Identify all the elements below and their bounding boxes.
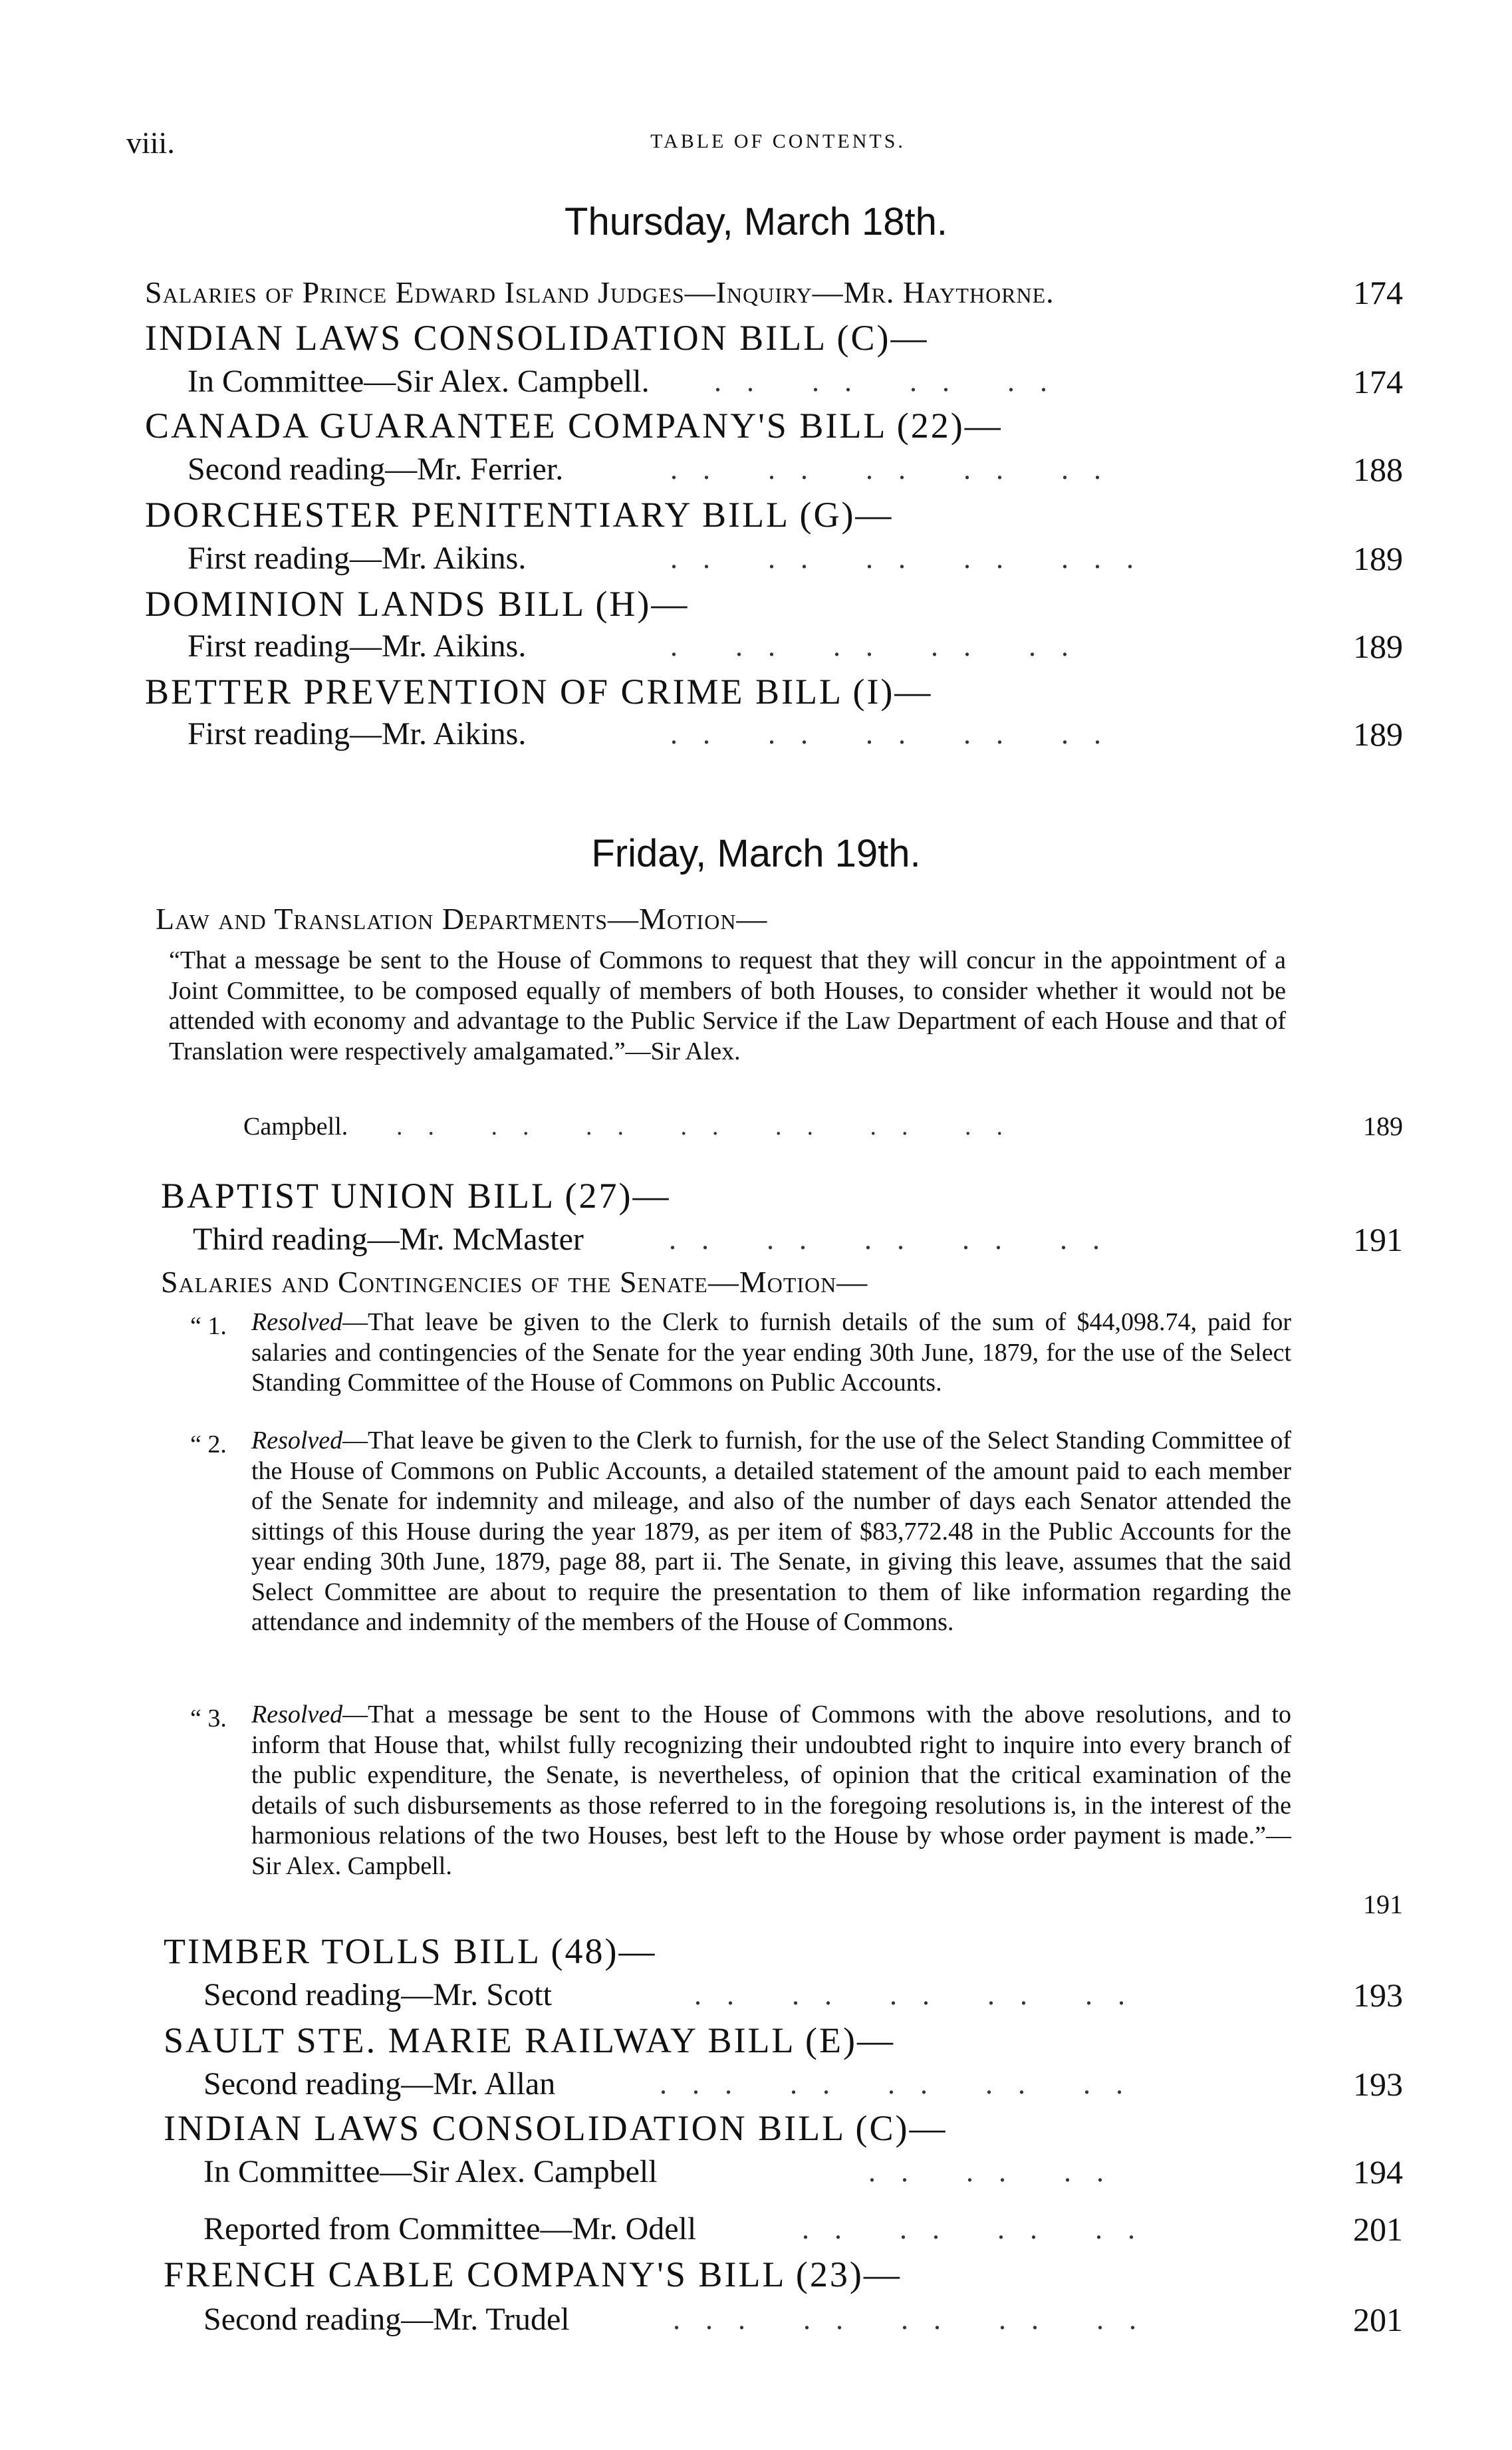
resolution-number: “ 2. xyxy=(190,1430,227,1458)
entry-sub-text: Second reading—Mr. Scott xyxy=(203,1977,552,2012)
entry-page: 194 xyxy=(1353,2153,1403,2191)
running-title: TABLE OF CONTENTS. xyxy=(650,130,906,152)
entry-sub-text: Third reading—Mr. McMaster xyxy=(193,1222,584,1257)
entry-sub-text: Second reading—Mr. Trudel xyxy=(203,2302,570,2337)
resolution-text xyxy=(251,1426,1291,1638)
entry-title: CANADA GUARANTEE COMPANY'S BILL (22)— xyxy=(145,406,1003,446)
entry-sub-text: First reading—Mr. Aikins. xyxy=(188,541,527,576)
running-header xyxy=(126,125,1430,165)
motion-title: Law and Translation Departments—Motion— xyxy=(156,902,768,936)
entry-title: BAPTIST UNION BILL (27)— xyxy=(161,1176,671,1216)
entry-sub xyxy=(203,1975,1334,2015)
resolution-body: —That a message be sent to the House of Commons with the above resolutions, and to inform that House that, whilst fully recognizing their undoubted right to inquire into every branch of the public expenditure, the Senate, is nevertheless, of opinion that the critical examination of the details of such disbursements as those referred to in the foregoing resolutions is, in the interest of the harmonious relations of the two Houses, best left to the House by whose order payment is made.”—Sir Alex. Campbell. xyxy=(251,1701,1291,1880)
leader-dots: ... .. .. .. .. xyxy=(660,2068,1148,2100)
entry-title: INDIAN LAWS CONSOLIDATION BILL (C)— xyxy=(164,2108,947,2148)
entry-sub xyxy=(203,2300,1334,2340)
entry-page: 188 xyxy=(1353,451,1403,488)
leader-dots: .. .. .. xyxy=(868,2155,1129,2188)
entry-sub-text: In Committee—Sir Alex. Campbell. xyxy=(188,364,650,399)
leader-dots: .. .. .. .. .. xyxy=(694,1978,1150,2011)
entry-title: DORCHESTER PENITENTIARY BILL (G)— xyxy=(145,495,894,535)
entry-page: 193 xyxy=(1353,1976,1403,2014)
entry-sub-text: Second reading—Mr. Ferrier. xyxy=(188,452,564,487)
entry-title: SAULT STE. MARIE RAILWAY BILL (E)— xyxy=(164,2020,895,2060)
motion-page: 191 xyxy=(1363,1889,1403,1919)
resolved-lead: Resolved xyxy=(251,1308,343,1336)
day-heading-friday: Friday, March 19th. xyxy=(591,832,921,875)
leader-dots: .. .. .. .. .. xyxy=(670,718,1126,750)
entry-title: DOMINION LANDS BILL (H)— xyxy=(145,584,690,624)
entry-sub xyxy=(203,2152,1334,2192)
entry-sub xyxy=(188,626,1318,666)
entry-title: Salaries of Prince Edward Island Judges—Inquiry—Mr. Haythorne. xyxy=(145,275,1055,309)
entry-sub xyxy=(188,450,1318,489)
leader-dots: .. .. .. .. xyxy=(802,2213,1160,2245)
entry-page: 193 xyxy=(1353,2066,1403,2103)
entry-sub-text: First reading—Mr. Aikins. xyxy=(188,716,527,751)
leader-dots: .. .. .. .. ... xyxy=(670,542,1159,575)
entry-sub xyxy=(188,714,1318,754)
page-number: viii. xyxy=(126,126,175,160)
leader-dots: .. .. .. .. xyxy=(714,365,1072,398)
leader-dots: . .. .. .. .. xyxy=(670,630,1094,662)
leader-dots: .. .. .. .. .. xyxy=(669,1223,1125,1256)
motion-quote-last-text: Campbell. xyxy=(243,1113,348,1141)
resolution-text xyxy=(251,1307,1291,1399)
entry-page: 174 xyxy=(1353,274,1403,311)
motion-quote xyxy=(169,946,1286,1067)
entry-sub-text: Reported from Committee—Mr. Odell xyxy=(203,2211,697,2246)
entry-page: 201 xyxy=(1353,2301,1403,2338)
motion-quote-last xyxy=(243,1107,1028,1147)
motion-quote-text: “That a message be sent to the House of Commons to request that they will concur in the appointment of a Joint Committee, to be composed equally of members of both Houses, to consider whether it would not be attended with economy and advantage to the Public Service if the Law Department of each House and that of Translation were respectively amalgamated.”—Sir Alex. xyxy=(169,946,1286,1065)
entry-sub xyxy=(193,1220,1323,1260)
entry-sub xyxy=(203,2064,1334,2104)
motion-title: Salaries and Contingencies of the Senate—Motion— xyxy=(161,1265,868,1299)
resolution-text xyxy=(251,1700,1291,1881)
resolved-lead: Resolved xyxy=(251,1427,343,1454)
resolution-body: —That leave be given to the Clerk to furnish, for the use of the Select Standing Committee of the House of Commons on Public Accounts, a detailed statement of the amount paid to each member of the Senate for indemnity and mileage, and also of the number of days each Senator attended the sittings of this House during the year 1879, as per item of $83,772.48 in the Public Accounts for the year ending 30th June, 1879, page 88, part ii. The Senate, in giving this leave, assumes that the said Select Committee are about to require the presentation to them of like information regarding the attendance and indemnity of the members of the House of Commons. xyxy=(251,1427,1291,1636)
entry-page: 189 xyxy=(1353,628,1403,665)
entry-sub-text: First reading—Mr. Aikins. xyxy=(188,628,527,664)
entry-title: TIMBER TOLLS BILL (48)— xyxy=(164,1931,657,1971)
resolution-number: “ 3. xyxy=(190,1704,227,1732)
entry-page: 189 xyxy=(1353,540,1403,577)
entry-page: 191 xyxy=(1353,1221,1403,1258)
entry-sub xyxy=(188,362,1318,402)
resolution-number: “ 1. xyxy=(190,1312,227,1340)
resolved-lead: Resolved xyxy=(251,1701,343,1728)
leader-dots: .. .. .. .. .. xyxy=(670,453,1126,485)
motion-page: 189 xyxy=(1363,1111,1403,1141)
entry-title: INDIAN LAWS CONSOLIDATION BILL (C)— xyxy=(145,318,929,358)
entry-sub-text: Second reading—Mr. Allan xyxy=(203,2066,556,2102)
day-heading-thursday: Thursday, March 18th. xyxy=(565,200,947,243)
resolution-body: —That leave be given to the Clerk to furnish details of the sum of $44,098.74, paid for salaries and contingencies of the Senate for the year ending 30th June, 1879, for the use of the Select Standing Committee of the House of Commons on Public Accounts. xyxy=(251,1308,1291,1397)
entry-sub-text: In Committee—Sir Alex. Campbell xyxy=(203,2154,658,2189)
leader-dots: .. .. .. .. .. .. .. xyxy=(396,1113,1028,1141)
entry-page: 189 xyxy=(1353,716,1403,753)
entry-title: BETTER PREVENTION OF CRIME BILL (I)— xyxy=(145,672,933,712)
leader-dots: ... .. .. .. .. xyxy=(673,2303,1162,2336)
entry-title: FRENCH CABLE COMPANY'S BILL (23)— xyxy=(164,2254,902,2294)
entry-sub xyxy=(203,2209,1334,2249)
entry-page: 174 xyxy=(1353,363,1403,400)
entry-sub xyxy=(188,539,1318,579)
entry-page: 201 xyxy=(1353,2211,1403,2248)
